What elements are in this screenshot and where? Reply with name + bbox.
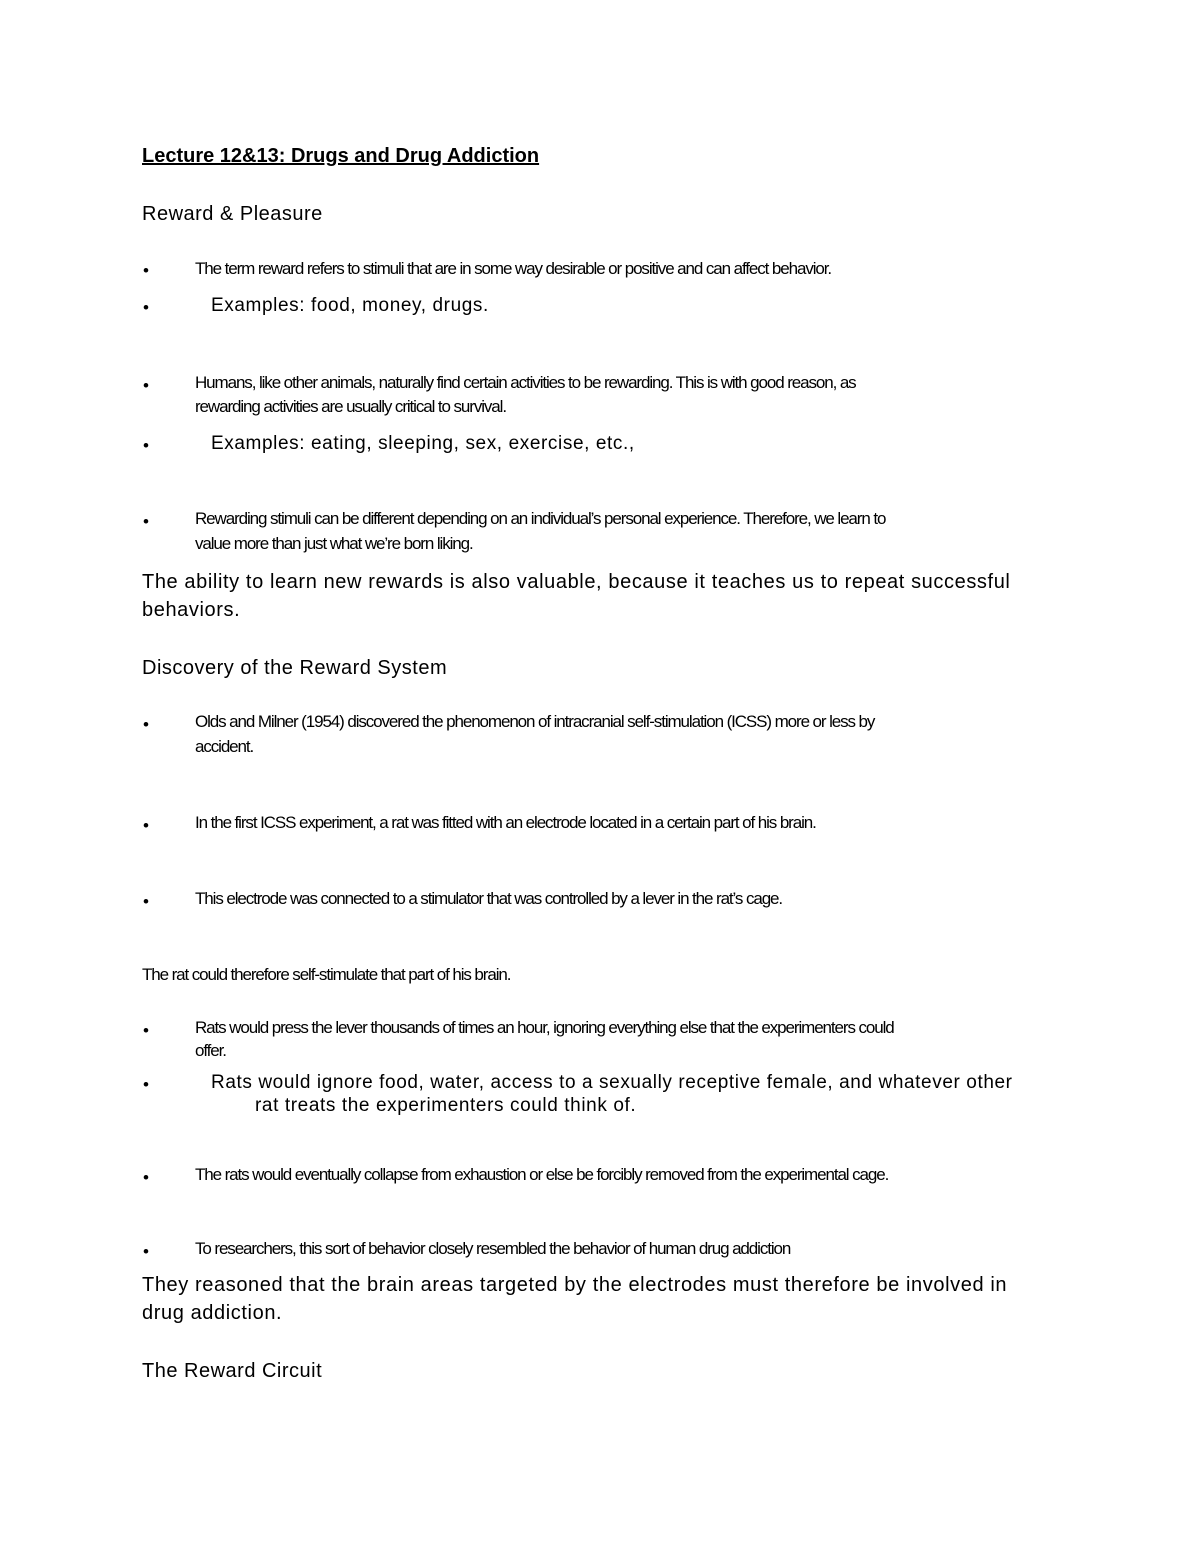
bullet-marker: • xyxy=(143,261,149,280)
bullet-text: In the first ICSS experiment, a rat was fitted with an electrode located in a certain part of his brain. xyxy=(195,813,816,832)
bullet-text-continuation: rat treats the experimenters could think of. xyxy=(255,1095,637,1116)
bullet-marker: • xyxy=(143,1168,149,1187)
bullet-marker: • xyxy=(143,1242,149,1261)
paragraph-continuation: behaviors. xyxy=(142,599,241,621)
bullet-marker: • xyxy=(143,1021,149,1040)
bullet-text: The rats would eventually collapse from exhaustion or else be forcibly removed from the experimental cage. xyxy=(195,1165,889,1184)
bullet-marker: • xyxy=(143,376,149,395)
bullet-text: Humans, like other animals, naturally find certain activities to be rewarding. This is with good reason, as xyxy=(195,373,856,392)
paragraph: The ability to learn new rewards is also valuable, because it teaches us to repeat successful xyxy=(142,571,1011,593)
bullet-marker: • xyxy=(143,436,149,455)
bullet-text: Olds and Milner (1954) discovered the phenomenon of intracranial self-stimulation (ICSS) more or less by xyxy=(195,712,875,731)
page-title: Lecture 12&13: Drugs and Drug Addiction xyxy=(142,145,540,167)
paragraph: The rat could therefore self-stimulate that part of his brain. xyxy=(142,965,511,984)
bullet-marker: • xyxy=(143,1075,149,1094)
bullet-text-continuation: rewarding activities are usually critical to survival. xyxy=(195,397,506,416)
bullet-text: To researchers, this sort of behavior closely resembled the behavior of human drug addiction xyxy=(195,1239,791,1258)
bullet-text: This electrode was connected to a stimulator that was controlled by a lever in the rat’s cage. xyxy=(195,889,783,908)
bullet-text: Rewarding stimuli can be different depending on an individual’s personal experience. Therefore, we learn to xyxy=(195,509,886,528)
bullet-text-continuation: value more than just what we’re born liking. xyxy=(195,534,473,553)
bullet-text: Examples: eating, sleeping, sex, exercise, etc., xyxy=(211,433,635,454)
section-heading-reward-circuit: The Reward Circuit xyxy=(142,1360,323,1382)
bullet-text-continuation: offer. xyxy=(195,1041,226,1060)
bullet-marker: • xyxy=(143,512,149,531)
bullet-text: Rats would press the lever thousands of times an hour, ignoring everything else that the experimenters could xyxy=(195,1018,894,1037)
paragraph: They reasoned that the brain areas targeted by the electrodes must therefore be involved in xyxy=(142,1274,1008,1296)
bullet-marker: • xyxy=(143,298,149,317)
bullet-text-continuation: accident. xyxy=(195,737,254,756)
bullet-marker: • xyxy=(143,892,149,911)
bullet-marker: • xyxy=(143,715,149,734)
paragraph-continuation: drug addiction. xyxy=(142,1302,283,1324)
bullet-text: Rats would ignore food, water, access to a sexually receptive female, and whatever other xyxy=(211,1072,1013,1093)
bullet-text: The term reward refers to stimuli that are in some way desirable or positive and can affect behavior. xyxy=(195,259,831,278)
bullet-text: Examples: food, money, drugs. xyxy=(211,295,489,316)
bullet-marker: • xyxy=(143,816,149,835)
section-heading-discovery: Discovery of the Reward System xyxy=(142,657,448,679)
section-heading-reward-pleasure: Reward & Pleasure xyxy=(142,203,323,225)
